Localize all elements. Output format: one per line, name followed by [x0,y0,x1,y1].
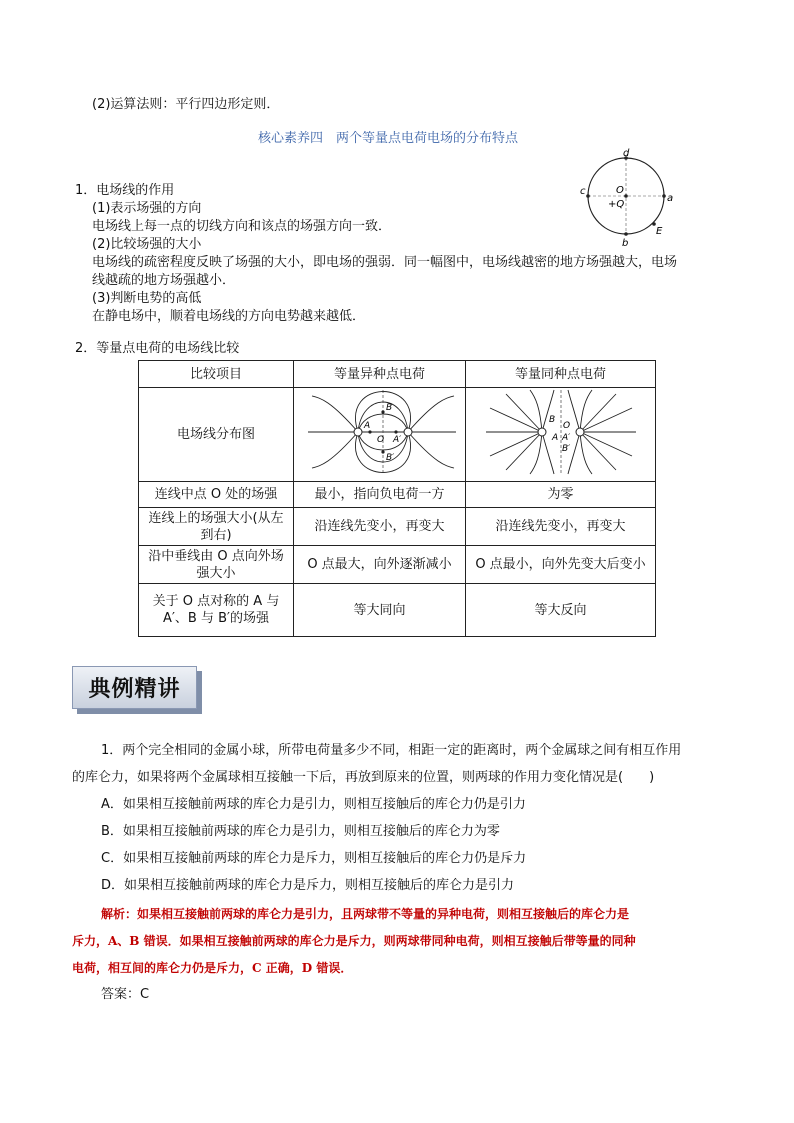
table-header: 比较项目 [139,361,294,388]
table-cell: 关于 O 点对称的 A 与 A′、B 与 B′的场强 [139,584,294,637]
fig2-label-A2: A′ [561,433,570,443]
table-cell: 最小，指向负电荷一方 [294,482,466,508]
table-cell: 连线上的场强大小(从左到右) [139,508,294,546]
table-cell: 电场线分布图 [139,388,294,482]
label-a: a [667,193,674,204]
intro-rule: (2)运算法则：平行四边形定则． [92,97,280,112]
table-row [139,482,656,508]
fig2-label-A: A [551,433,558,443]
table-header: 等量同种点电荷 [466,361,656,388]
table-cell: 等大同向 [294,584,466,637]
fig1-label-A: A [363,421,370,431]
solution-line3: 电荷，相互间的库仑力仍是斥力，C 正确，D 错误． [72,961,353,975]
table-row [139,584,656,637]
table-cell: 沿连线先变小，再变大 [466,508,656,546]
solution-line1: 解析：如果相互接触前两球的库仑力是引力，且两球带不等量的异种电荷，则相互接触后的库仑力是 [101,907,630,921]
example-question-line2: 的库仑力，如果将两个金属球相互接触一下后，再放到原来的位置，则两球的作用力变化情况是( ) [72,770,655,785]
label-O: O [616,185,624,196]
fig1-label-A2: A′ [392,435,401,445]
comparison-table [138,360,656,637]
table-cell: 等大反向 [466,584,656,637]
table-cell: O 点最大，向外逐渐减小 [294,546,466,584]
table-row [139,508,656,546]
point1-heading: 1．电场线的作用 [75,183,175,198]
answer: 答案：C [101,987,150,1002]
table-row [139,546,656,584]
fig1-label-B: B [385,403,392,413]
table-header: 等量异种点电荷 [294,361,466,388]
point1-l1: (1)表示场强的方向 [92,201,202,216]
like-charges-field-diagram [476,388,646,476]
option-d: D．如果相互接触前两球的库仑力是斥力，则相互接触后的库仑力是引力 [101,878,515,893]
table-header-row [139,361,656,388]
table-cell: 沿中垂线由 O 点向外场强大小 [139,546,294,584]
label-Q: +Q [608,199,625,210]
solution-line2: 斥力，A、B 错误．如果相互接触前两球的库仑力是斥力，则两球带同种电荷，则相互接触后带等量的同种 [72,934,636,948]
point1-l3: (2)比较场强的大小 [92,237,202,252]
option-c: C．如果相互接触前两球的库仑力是斥力，则相互接触后的库仑力仍是斥力 [101,851,527,866]
fig2-label-O: O [562,421,570,431]
section-badge [72,666,202,714]
point1-l7: 在静电场中，顺着电场线的方向电势越来越低． [92,309,366,324]
example-question-line1: 1．两个完全相同的金属小球，所带电荷量多少不同，相距一定的距离时，两个金属球之间有相互作用 [101,743,682,758]
table-cell: 为零 [466,482,656,508]
circle-charge-diagram [578,146,682,250]
label-b: b [622,238,629,249]
table-cell: 沿连线先变小，再变大 [294,508,466,546]
point2-heading: 2．等量点电荷的电场线比较 [75,341,240,356]
section-title: 核心素养四 两个等量点电荷电场的分布特点 [258,131,519,146]
table-cell: O 点最小，向外先变大后变小 [466,546,656,584]
point1-l4: 电场线的疏密程度反映了场强的大小，即电场的强弱．同一幅图中，电场线越密的地方场强越大，电场 [92,255,678,270]
fig2-label-B: B [548,415,555,425]
fig2-label-B2: B′ [561,444,570,454]
label-c: c [580,186,586,197]
option-b: B．如果相互接触前两球的库仑力是引力，则相互接触后的库仑力为零 [101,824,500,839]
label-d: d [623,148,630,159]
fig1-label-O: O [376,435,384,445]
table-row-diagram [139,388,656,482]
table-cell: 连线中点 O 处的场强 [139,482,294,508]
option-a: A．如果相互接触前两球的库仑力是引力，则相互接触后的库仑力仍是引力 [101,797,526,812]
badge-label: 典例精讲 [72,666,197,709]
point1-l6: (3)判断电势的高低 [92,291,202,306]
label-E: E [656,226,663,237]
point1-l5: 线越疏的地方场强越小． [92,273,236,288]
opposite-charges-field-diagram [300,388,460,476]
point1-l2: 电场线上每一点的切线方向和该点的场强方向一致． [92,219,392,234]
fig1-label-B2: B′ [385,453,394,463]
